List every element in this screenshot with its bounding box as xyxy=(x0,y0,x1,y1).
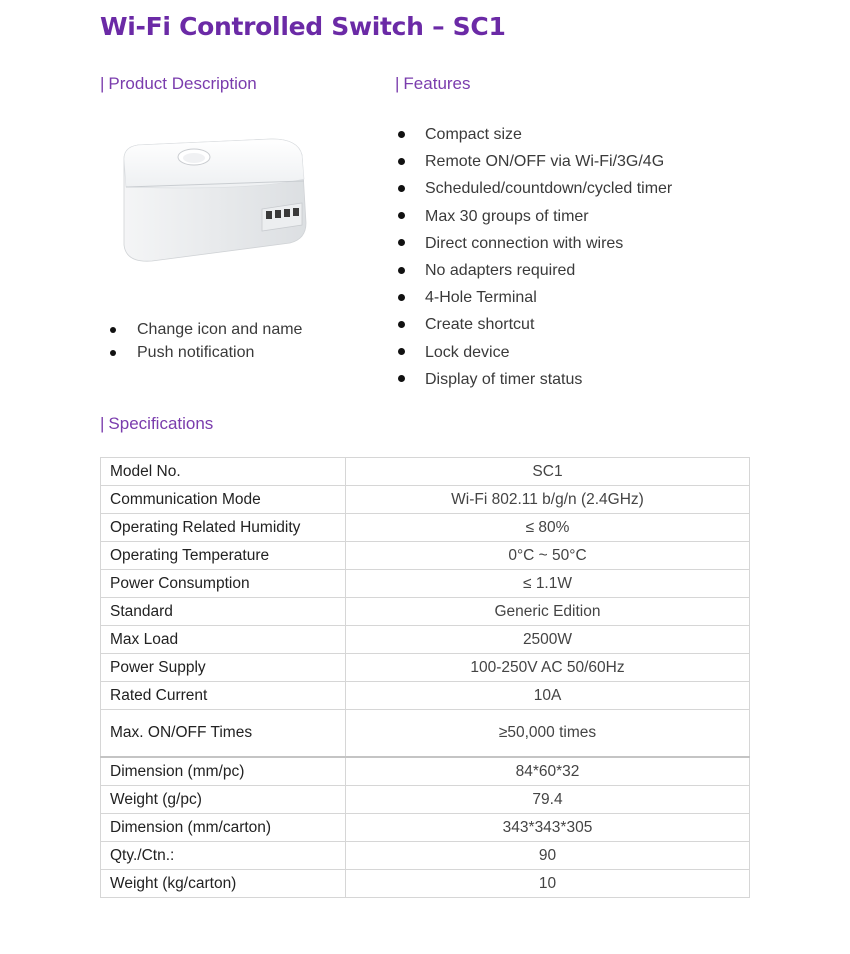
spec-value: 84*60*32 xyxy=(346,757,750,786)
spec-value: 90 xyxy=(346,842,750,870)
table-row xyxy=(101,514,750,542)
table-row xyxy=(101,710,750,758)
section-heading-features xyxy=(395,74,471,94)
table-row xyxy=(101,486,750,514)
table-row xyxy=(101,626,750,654)
spec-key: Communication Mode xyxy=(101,486,346,514)
spec-key: Model No. xyxy=(101,458,346,486)
table-row xyxy=(101,870,750,898)
product-image xyxy=(112,125,322,275)
table-row xyxy=(101,814,750,842)
spec-key: Rated Current xyxy=(101,682,346,710)
table-row xyxy=(101,542,750,570)
page-title: Wi-Fi Controlled Switch – SC1 xyxy=(100,12,506,41)
list-item: Display of timer status xyxy=(398,366,672,393)
list-item: Lock device xyxy=(398,339,672,366)
list-item: Scheduled/countdown/cycled timer xyxy=(398,175,672,202)
spec-key: Dimension (mm/pc) xyxy=(101,757,346,786)
spec-key: Max Load xyxy=(101,626,346,654)
description-list xyxy=(110,318,302,364)
table-row xyxy=(101,654,750,682)
list-item: Change icon and name xyxy=(110,318,302,341)
spec-key: Max. ON/OFF Times xyxy=(101,710,346,758)
heading-bar: | xyxy=(100,414,105,433)
spec-value: ≤ 80% xyxy=(346,514,750,542)
spec-key: Weight (kg/carton) xyxy=(101,870,346,898)
list-item: Remote ON/OFF via Wi-Fi/3G/4G xyxy=(398,148,672,175)
table-row xyxy=(101,842,750,870)
list-item: Max 30 groups of timer xyxy=(398,203,672,230)
spec-value: ≥50,000 times xyxy=(346,710,750,758)
spec-value: Generic Edition xyxy=(346,598,750,626)
spec-key: Power Consumption xyxy=(101,570,346,598)
spec-value: 100-250V AC 50/60Hz xyxy=(346,654,750,682)
heading-label: Product Description xyxy=(108,74,257,93)
spec-key: Operating Related Humidity xyxy=(101,514,346,542)
spec-value: Wi-Fi 802.11 b/g/n (2.4GHz) xyxy=(346,486,750,514)
spec-key: Operating Temperature xyxy=(101,542,346,570)
spec-value: 343*343*305 xyxy=(346,814,750,842)
heading-bar: | xyxy=(395,74,400,93)
spec-key: Dimension (mm/carton) xyxy=(101,814,346,842)
list-item: 4-Hole Terminal xyxy=(398,284,672,311)
list-item: No adapters required xyxy=(398,257,672,284)
list-item: Compact size xyxy=(398,121,672,148)
heading-label: Features xyxy=(403,74,471,93)
spec-key: Standard xyxy=(101,598,346,626)
list-item: Push notification xyxy=(110,341,302,364)
section-heading-specifications xyxy=(100,414,213,434)
features-list xyxy=(398,121,672,393)
spec-value: SC1 xyxy=(346,458,750,486)
spec-value: 10 xyxy=(346,870,750,898)
spec-value: ≤ 1.1W xyxy=(346,570,750,598)
table-row xyxy=(101,682,750,710)
spec-key: Qty./Ctn.: xyxy=(101,842,346,870)
specifications-table xyxy=(100,457,750,898)
spec-value: 10A xyxy=(346,682,750,710)
list-item: Create shortcut xyxy=(398,311,672,338)
table-row xyxy=(101,786,750,814)
table-row xyxy=(101,598,750,626)
table-row xyxy=(101,757,750,786)
list-item: Direct connection with wires xyxy=(398,230,672,257)
spec-value: 2500W xyxy=(346,626,750,654)
spec-value: 79.4 xyxy=(346,786,750,814)
spec-key: Weight (g/pc) xyxy=(101,786,346,814)
heading-bar: | xyxy=(100,74,105,93)
spec-key: Power Supply xyxy=(101,654,346,682)
section-heading-product-description xyxy=(100,74,257,94)
spec-value: 0°C ~ 50°C xyxy=(346,542,750,570)
heading-label: Specifications xyxy=(108,414,214,433)
table-row xyxy=(101,458,750,486)
table-row xyxy=(101,570,750,598)
